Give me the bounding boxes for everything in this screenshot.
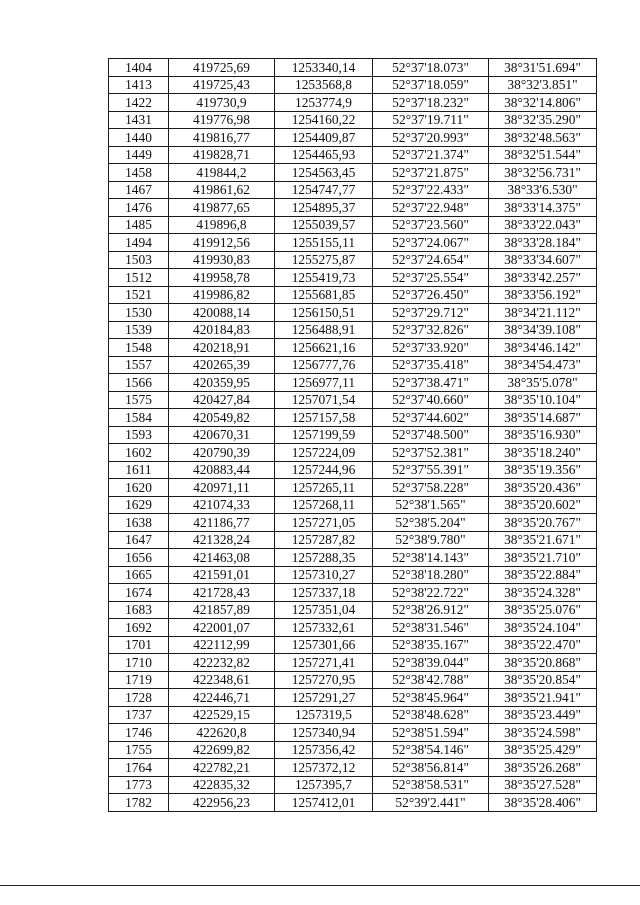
table-row: [109, 216, 597, 234]
longitude-cell: 38°34'39.108": [489, 321, 597, 339]
table-row: [109, 286, 597, 304]
x-coordinate-cell: 419816,77: [169, 129, 275, 147]
x-coordinate-cell: 419877,65: [169, 199, 275, 217]
y-coordinate-cell: 1254747,77: [275, 181, 373, 199]
y-coordinate-cell: 1257244,96: [275, 461, 373, 479]
y-coordinate-cell: 1257287,82: [275, 531, 373, 549]
longitude-cell: 38°35'19.356": [489, 461, 597, 479]
table-row: [109, 794, 597, 812]
y-coordinate-cell: 1257157,58: [275, 409, 373, 427]
y-coordinate-cell: 1256777,76: [275, 356, 373, 374]
x-coordinate-cell: 421857,89: [169, 601, 275, 619]
latitude-cell: 52°38'31.546": [373, 619, 489, 637]
y-coordinate-cell: 1253774,9: [275, 94, 373, 112]
latitude-cell: 52°38'56.814": [373, 759, 489, 777]
point-number-cell: 1782: [109, 794, 169, 812]
point-number-cell: 1476: [109, 199, 169, 217]
point-number-cell: 1719: [109, 671, 169, 689]
point-number-cell: 1485: [109, 216, 169, 234]
longitude-cell: 38°33'22.043": [489, 216, 597, 234]
latitude-cell: 52°37'21.374": [373, 146, 489, 164]
latitude-cell: 52°38'9.780": [373, 531, 489, 549]
table-row: [109, 479, 597, 497]
latitude-cell: 52°38'14.143": [373, 549, 489, 567]
x-coordinate-cell: 421463,08: [169, 549, 275, 567]
longitude-cell: 38°35'21.941": [489, 689, 597, 707]
table-row: [109, 426, 597, 444]
table-row: [109, 181, 597, 199]
x-coordinate-cell: 420670,31: [169, 426, 275, 444]
point-number-cell: 1764: [109, 759, 169, 777]
x-coordinate-cell: 421074,33: [169, 496, 275, 514]
table-row: [109, 444, 597, 462]
longitude-cell: 38°32'56.731": [489, 164, 597, 182]
y-coordinate-cell: 1257271,05: [275, 514, 373, 532]
longitude-cell: 38°35'5.078": [489, 374, 597, 392]
longitude-cell: 38°33'56.192": [489, 286, 597, 304]
point-number-cell: 1746: [109, 724, 169, 742]
longitude-cell: 38°32'14.806": [489, 94, 597, 112]
longitude-cell: 38°31'51.694": [489, 59, 597, 77]
x-coordinate-cell: 421186,77: [169, 514, 275, 532]
y-coordinate-cell: 1257268,11: [275, 496, 373, 514]
latitude-cell: 52°38'26.912": [373, 601, 489, 619]
y-coordinate-cell: 1253568,8: [275, 76, 373, 94]
point-number-cell: 1530: [109, 304, 169, 322]
latitude-cell: 52°39'2.441": [373, 794, 489, 812]
latitude-cell: 52°37'18.059": [373, 76, 489, 94]
table-row: [109, 251, 597, 269]
y-coordinate-cell: 1257340,94: [275, 724, 373, 742]
longitude-cell: 38°35'22.470": [489, 636, 597, 654]
longitude-cell: 38°32'35.290": [489, 111, 597, 129]
table-row: [109, 619, 597, 637]
point-number-cell: 1638: [109, 514, 169, 532]
point-number-cell: 1413: [109, 76, 169, 94]
x-coordinate-cell: 419828,71: [169, 146, 275, 164]
x-coordinate-cell: 421328,24: [169, 531, 275, 549]
longitude-cell: 38°32'48.563": [489, 129, 597, 147]
y-coordinate-cell: 1255039,57: [275, 216, 373, 234]
x-coordinate-cell: 422348,61: [169, 671, 275, 689]
longitude-cell: 38°35'20.436": [489, 479, 597, 497]
point-number-cell: 1431: [109, 111, 169, 129]
table-row: [109, 759, 597, 777]
point-number-cell: 1701: [109, 636, 169, 654]
latitude-cell: 52°38'42.788": [373, 671, 489, 689]
point-number-cell: 1656: [109, 549, 169, 567]
point-number-cell: 1422: [109, 94, 169, 112]
longitude-cell: 38°35'10.104": [489, 391, 597, 409]
latitude-cell: 52°37'33.920": [373, 339, 489, 357]
latitude-cell: 52°37'35.418": [373, 356, 489, 374]
point-number-cell: 1728: [109, 689, 169, 707]
point-number-cell: 1629: [109, 496, 169, 514]
longitude-cell: 38°35'20.868": [489, 654, 597, 672]
y-coordinate-cell: 1254563,45: [275, 164, 373, 182]
x-coordinate-cell: 419725,69: [169, 59, 275, 77]
x-coordinate-cell: 420218,91: [169, 339, 275, 357]
latitude-cell: 52°37'23.560": [373, 216, 489, 234]
x-coordinate-cell: 419725,43: [169, 76, 275, 94]
longitude-cell: 38°32'3.851": [489, 76, 597, 94]
x-coordinate-cell: 420184,83: [169, 321, 275, 339]
longitude-cell: 38°35'22.884": [489, 566, 597, 584]
table-row: [109, 636, 597, 654]
latitude-cell: 52°38'45.964": [373, 689, 489, 707]
point-number-cell: 1620: [109, 479, 169, 497]
y-coordinate-cell: 1257071,54: [275, 391, 373, 409]
point-number-cell: 1539: [109, 321, 169, 339]
latitude-cell: 52°37'19.711": [373, 111, 489, 129]
x-coordinate-cell: 420790,39: [169, 444, 275, 462]
table-row: [109, 269, 597, 287]
point-number-cell: 1665: [109, 566, 169, 584]
latitude-cell: 52°37'20.993": [373, 129, 489, 147]
y-coordinate-cell: 1254409,87: [275, 129, 373, 147]
x-coordinate-cell: 421591,01: [169, 566, 275, 584]
latitude-cell: 52°38'48.628": [373, 706, 489, 724]
longitude-cell: 38°35'24.598": [489, 724, 597, 742]
x-coordinate-cell: 419896,8: [169, 216, 275, 234]
x-coordinate-cell: 419861,62: [169, 181, 275, 199]
y-coordinate-cell: 1255155,11: [275, 234, 373, 252]
point-number-cell: 1548: [109, 339, 169, 357]
longitude-cell: 38°35'24.104": [489, 619, 597, 637]
table-row: [109, 409, 597, 427]
longitude-cell: 38°34'54.473": [489, 356, 597, 374]
y-coordinate-cell: 1256977,11: [275, 374, 373, 392]
longitude-cell: 38°33'6.530": [489, 181, 597, 199]
longitude-cell: 38°35'25.429": [489, 741, 597, 759]
table-row: [109, 549, 597, 567]
y-coordinate-cell: 1254465,93: [275, 146, 373, 164]
point-number-cell: 1575: [109, 391, 169, 409]
point-number-cell: 1566: [109, 374, 169, 392]
point-number-cell: 1467: [109, 181, 169, 199]
y-coordinate-cell: 1257224,09: [275, 444, 373, 462]
longitude-cell: 38°35'24.328": [489, 584, 597, 602]
table-row: [109, 706, 597, 724]
table-row: [109, 59, 597, 77]
y-coordinate-cell: 1257301,66: [275, 636, 373, 654]
longitude-cell: 38°35'20.602": [489, 496, 597, 514]
x-coordinate-cell: 419844,2: [169, 164, 275, 182]
point-number-cell: 1737: [109, 706, 169, 724]
longitude-cell: 38°33'34.607": [489, 251, 597, 269]
latitude-cell: 52°38'5.204": [373, 514, 489, 532]
y-coordinate-cell: 1257372,12: [275, 759, 373, 777]
point-number-cell: 1503: [109, 251, 169, 269]
y-coordinate-cell: 1257351,04: [275, 601, 373, 619]
x-coordinate-cell: 420883,44: [169, 461, 275, 479]
y-coordinate-cell: 1255419,73: [275, 269, 373, 287]
longitude-cell: 38°35'28.406": [489, 794, 597, 812]
latitude-cell: 52°37'40.660": [373, 391, 489, 409]
table-row: [109, 514, 597, 532]
x-coordinate-cell: 420359,95: [169, 374, 275, 392]
x-coordinate-cell: 422529,15: [169, 706, 275, 724]
y-coordinate-cell: 1256150,51: [275, 304, 373, 322]
latitude-cell: 52°37'26.450": [373, 286, 489, 304]
x-coordinate-cell: 422782,21: [169, 759, 275, 777]
point-number-cell: 1692: [109, 619, 169, 637]
longitude-cell: 38°34'46.142": [489, 339, 597, 357]
point-number-cell: 1647: [109, 531, 169, 549]
y-coordinate-cell: 1257356,42: [275, 741, 373, 759]
point-number-cell: 1674: [109, 584, 169, 602]
table-row: [109, 584, 597, 602]
page-bottom-rule: [0, 885, 640, 886]
longitude-cell: 38°34'21.112": [489, 304, 597, 322]
point-number-cell: 1494: [109, 234, 169, 252]
x-coordinate-cell: 422232,82: [169, 654, 275, 672]
x-coordinate-cell: 420427,84: [169, 391, 275, 409]
x-coordinate-cell: 419958,78: [169, 269, 275, 287]
longitude-cell: 38°35'26.268": [489, 759, 597, 777]
table-row: [109, 146, 597, 164]
y-coordinate-cell: 1257337,18: [275, 584, 373, 602]
longitude-cell: 38°33'28.184": [489, 234, 597, 252]
x-coordinate-cell: 420971,11: [169, 479, 275, 497]
y-coordinate-cell: 1257319,5: [275, 706, 373, 724]
table-row: [109, 304, 597, 322]
y-coordinate-cell: 1257288,35: [275, 549, 373, 567]
table-row: [109, 741, 597, 759]
latitude-cell: 52°38'22.722": [373, 584, 489, 602]
latitude-cell: 52°38'18.280": [373, 566, 489, 584]
longitude-cell: 38°35'21.710": [489, 549, 597, 567]
latitude-cell: 52°37'24.654": [373, 251, 489, 269]
latitude-cell: 52°38'58.531": [373, 776, 489, 794]
table-row: [109, 496, 597, 514]
point-number-cell: 1584: [109, 409, 169, 427]
longitude-cell: 38°35'20.767": [489, 514, 597, 532]
x-coordinate-cell: 422112,99: [169, 636, 275, 654]
x-coordinate-cell: 419730,9: [169, 94, 275, 112]
y-coordinate-cell: 1257310,27: [275, 566, 373, 584]
table-row: [109, 724, 597, 742]
table-row: [109, 234, 597, 252]
x-coordinate-cell: 422620,8: [169, 724, 275, 742]
y-coordinate-cell: 1257332,61: [275, 619, 373, 637]
y-coordinate-cell: 1253340,14: [275, 59, 373, 77]
coordinates-table: [108, 58, 597, 812]
table-row: [109, 339, 597, 357]
x-coordinate-cell: 422835,32: [169, 776, 275, 794]
point-number-cell: 1602: [109, 444, 169, 462]
table-row: [109, 129, 597, 147]
longitude-cell: 38°32'51.544": [489, 146, 597, 164]
y-coordinate-cell: 1254160,22: [275, 111, 373, 129]
y-coordinate-cell: 1257271,41: [275, 654, 373, 672]
x-coordinate-cell: 421728,43: [169, 584, 275, 602]
point-number-cell: 1458: [109, 164, 169, 182]
point-number-cell: 1404: [109, 59, 169, 77]
point-number-cell: 1521: [109, 286, 169, 304]
table-row: [109, 321, 597, 339]
x-coordinate-cell: 422446,71: [169, 689, 275, 707]
point-number-cell: 1593: [109, 426, 169, 444]
longitude-cell: 38°35'18.240": [489, 444, 597, 462]
latitude-cell: 52°37'18.073": [373, 59, 489, 77]
table-row: [109, 374, 597, 392]
latitude-cell: 52°38'39.044": [373, 654, 489, 672]
y-coordinate-cell: 1257291,27: [275, 689, 373, 707]
x-coordinate-cell: 422001,07: [169, 619, 275, 637]
latitude-cell: 52°37'38.471": [373, 374, 489, 392]
longitude-cell: 38°35'25.076": [489, 601, 597, 619]
latitude-cell: 52°38'35.167": [373, 636, 489, 654]
point-number-cell: 1449: [109, 146, 169, 164]
longitude-cell: 38°35'20.854": [489, 671, 597, 689]
latitude-cell: 52°38'51.594": [373, 724, 489, 742]
latitude-cell: 52°37'18.232": [373, 94, 489, 112]
latitude-cell: 52°37'22.433": [373, 181, 489, 199]
point-number-cell: 1440: [109, 129, 169, 147]
x-coordinate-cell: 420265,39: [169, 356, 275, 374]
y-coordinate-cell: 1255275,87: [275, 251, 373, 269]
table-row: [109, 531, 597, 549]
point-number-cell: 1512: [109, 269, 169, 287]
table-row: [109, 76, 597, 94]
longitude-cell: 38°35'21.671": [489, 531, 597, 549]
latitude-cell: 52°37'24.067": [373, 234, 489, 252]
latitude-cell: 52°37'48.500": [373, 426, 489, 444]
y-coordinate-cell: 1257199,59: [275, 426, 373, 444]
x-coordinate-cell: 422699,82: [169, 741, 275, 759]
point-number-cell: 1683: [109, 601, 169, 619]
point-number-cell: 1755: [109, 741, 169, 759]
table-row: [109, 566, 597, 584]
table-row: [109, 776, 597, 794]
latitude-cell: 52°37'58.228": [373, 479, 489, 497]
y-coordinate-cell: 1257265,11: [275, 479, 373, 497]
table-row: [109, 601, 597, 619]
table-row: [109, 654, 597, 672]
x-coordinate-cell: 419776,98: [169, 111, 275, 129]
table-row: [109, 199, 597, 217]
longitude-cell: 38°35'16.930": [489, 426, 597, 444]
table-row: [109, 356, 597, 374]
coordinates-table-body: [109, 59, 597, 812]
latitude-cell: 52°37'32.826": [373, 321, 489, 339]
x-coordinate-cell: 420088,14: [169, 304, 275, 322]
table-row: [109, 461, 597, 479]
latitude-cell: 52°37'21.875": [373, 164, 489, 182]
longitude-cell: 38°35'27.528": [489, 776, 597, 794]
x-coordinate-cell: 420549,82: [169, 409, 275, 427]
latitude-cell: 52°38'1.565": [373, 496, 489, 514]
latitude-cell: 52°37'55.391": [373, 461, 489, 479]
longitude-cell: 38°33'42.257": [489, 269, 597, 287]
y-coordinate-cell: 1257412,01: [275, 794, 373, 812]
longitude-cell: 38°35'23.449": [489, 706, 597, 724]
latitude-cell: 52°37'44.602": [373, 409, 489, 427]
table-row: [109, 671, 597, 689]
latitude-cell: 52°37'29.712": [373, 304, 489, 322]
y-coordinate-cell: 1257270,95: [275, 671, 373, 689]
y-coordinate-cell: 1256621,16: [275, 339, 373, 357]
x-coordinate-cell: 419912,56: [169, 234, 275, 252]
x-coordinate-cell: 419930,83: [169, 251, 275, 269]
point-number-cell: 1773: [109, 776, 169, 794]
y-coordinate-cell: 1257395,7: [275, 776, 373, 794]
latitude-cell: 52°37'52.381": [373, 444, 489, 462]
y-coordinate-cell: 1256488,91: [275, 321, 373, 339]
x-coordinate-cell: 419986,82: [169, 286, 275, 304]
table-row: [109, 391, 597, 409]
latitude-cell: 52°38'54.146": [373, 741, 489, 759]
latitude-cell: 52°37'25.554": [373, 269, 489, 287]
x-coordinate-cell: 422956,23: [169, 794, 275, 812]
latitude-cell: 52°37'22.948": [373, 199, 489, 217]
table-row: [109, 111, 597, 129]
point-number-cell: 1611: [109, 461, 169, 479]
table-row: [109, 689, 597, 707]
point-number-cell: 1557: [109, 356, 169, 374]
point-number-cell: 1710: [109, 654, 169, 672]
table-row: [109, 94, 597, 112]
y-coordinate-cell: 1254895,37: [275, 199, 373, 217]
longitude-cell: 38°35'14.687": [489, 409, 597, 427]
longitude-cell: 38°33'14.375": [489, 199, 597, 217]
y-coordinate-cell: 1255681,85: [275, 286, 373, 304]
table-row: [109, 164, 597, 182]
